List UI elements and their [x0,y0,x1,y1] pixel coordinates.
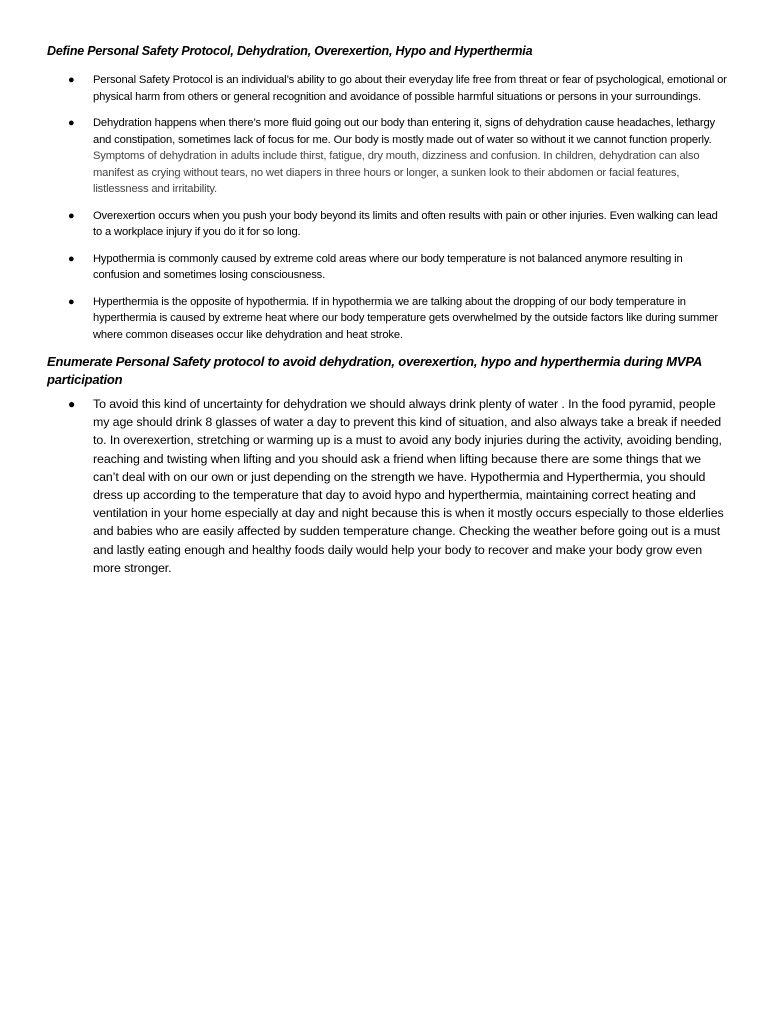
bullet-icon: ● [68,209,75,222]
section-heading-definitions: Define Personal Safety Protocol, Dehydration, Overexertion, Hypo and Hyperthermia [47,44,533,58]
bullet-icon: ● [68,397,76,411]
bullet-icon: ● [68,295,75,308]
bullet-icon: ● [68,74,75,86]
list-item-text: Hypothermia is commonly caused by extreme cold areas where our body temperature is not balanced anymore resulting in confusion and sometimes losing consciousness. [93,252,683,281]
section-heading-protocols: Enumerate Personal Safety protocol to avoid dehydration, overexertion, hypo and hyperthermia during MVPA participation [47,354,702,387]
list-item-extra-text: Symptoms of dehydration in adults include thirst, fatigue, dry mouth, dizziness and confusion. In children, dehydration can also manifest as crying without tears, no wet diapers in three hours or longer, a sunken look to their abdomen or facial features, listlessness and irritability. [93,150,700,195]
list-item-text: Personal Safety Protocol is an individual’s ability to go about their everyday life free from threat or fear of psychological, emotional or physical harm from others or general recognition and avoidance of possible harmful situations or persons in your surroundings. [93,74,727,103]
list-item-overexertion [47,208,728,241]
definitions-list [47,72,728,343]
list-item-hypothermia [47,251,728,284]
bullet-icon: ● [68,252,75,265]
list-item-hyperthermia [47,294,728,344]
list-item-text: Overexertion occurs when you push your body beyond its limits and often results with pain or other injuries. Even walking can lead to a workplace injury if you do it for so long. [93,209,718,238]
list-item-personal-safety-protocol [47,72,728,105]
bullet-icon: ● [68,117,75,129]
list-item-protocol-answer [47,395,728,577]
protocols-list [47,395,728,577]
list-item-dehydration [47,115,728,198]
list-item-text: Dehydration happens when there’s more fluid going out our body than entering it, signs of dehydration cause headaches, lethargy and constipation, sometimes lack of focus for me. Our body is mostly made out of water so without it we cannot function properly. [93,117,715,146]
list-item-text: To avoid this kind of uncertainty for dehydration we should always drink plenty of water . In the food pyramid, people my age should drink 8 glasses of water a day to prevent this kind of situation, and also always take a break if needed to. In overexertion, stretching or warming up is a must to avoid any body injuries during the activity, avoiding bending, reaching and twisting when lifting and you should ask a friend when lifting because there are some things that we can’t deal with on our own or just depending on the strength we have. Hypothermia and Hyperthermia, you should dress up according to the temperature that day to avoid hypo and hyperthermia, maintaining correct heating and ventilation in your home especially at day and night because this is when it mostly occurs especially to those elderlies and babies who are easily affected by sudden temperature change. Checking the weather before going out is a must and lastly eating enough and healthy foods daily would help your body to recover and make your body grow even more stronger. [93,397,724,575]
list-item-text: Hyperthermia is the opposite of hypothermia. If in hypothermia we are talking about the dropping of our body temperature in hyperthermia is caused by extreme heat where our body temperature gets overwhelmed by the outside factors like during summer where common diseases occur like dehydration and heat stroke. [93,295,718,341]
